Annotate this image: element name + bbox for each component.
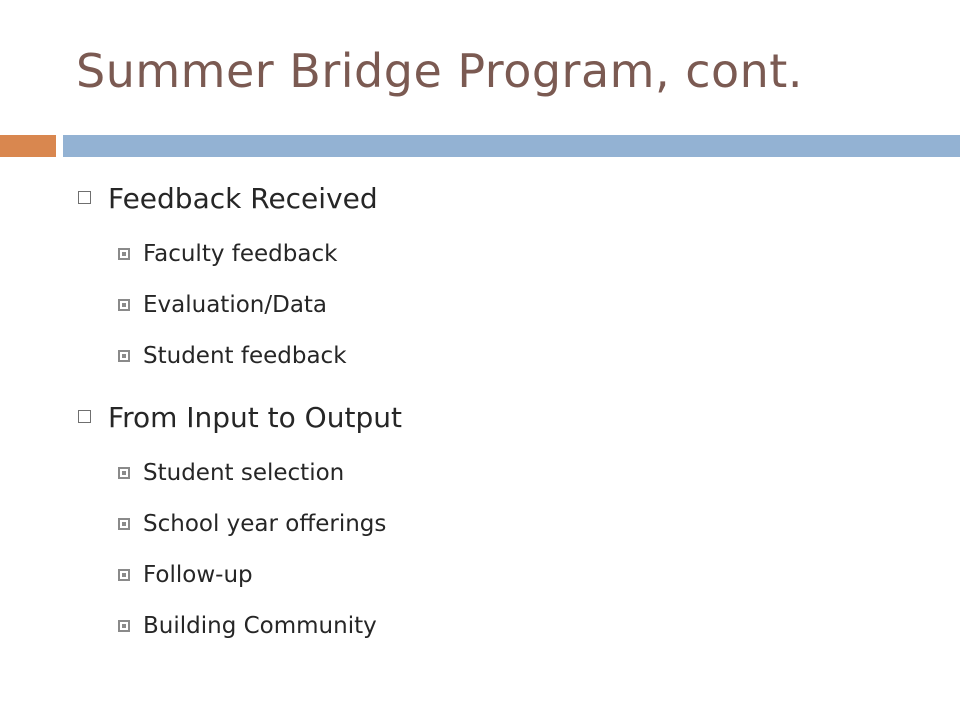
list-item [76,330,916,381]
list-item [76,279,916,330]
section-heading-label: From Input to Output [108,400,402,434]
list-item [76,600,916,651]
sub-bullet-list [76,228,916,381]
square-bullet-icon [118,620,130,632]
title-underline-bar [63,135,960,157]
list-item [76,228,916,279]
list-item-label: Evaluation/Data [143,291,328,318]
square-bullet-icon [118,350,130,362]
list-item [76,447,916,498]
title-accent-bar [0,135,56,157]
bullet-list [76,176,916,665]
square-bullet-icon [118,299,130,311]
list-item-label: Building Community [143,612,377,639]
list-item-label: Student feedback [143,342,347,369]
square-bullet-icon [78,410,91,423]
section-heading [76,176,916,220]
list-item-label: Follow-up [143,561,253,588]
square-bullet-icon [118,248,130,260]
square-bullet-icon [78,191,91,204]
square-bullet-icon [118,518,130,530]
list-item-label: Student selection [143,459,345,486]
list-item-label: School year offerings [143,510,387,537]
list-item [76,498,916,549]
list-item-label: Faculty feedback [143,240,338,267]
section-heading [76,395,916,439]
section-heading-label: Feedback Received [108,181,378,215]
slide-title: Summer Bridge Program, cont. [76,44,803,98]
sub-bullet-list [76,447,916,651]
list-item [76,549,916,600]
square-bullet-icon [118,467,130,479]
square-bullet-icon [118,569,130,581]
